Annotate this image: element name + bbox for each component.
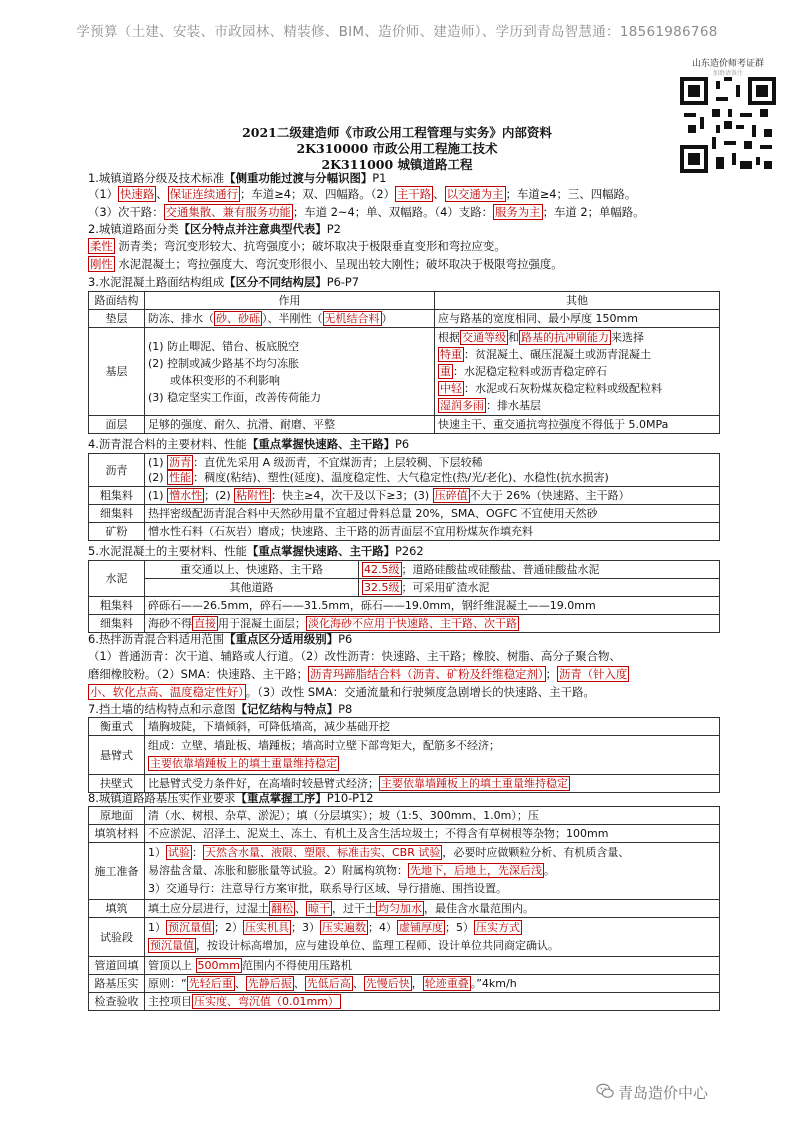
table-row xyxy=(89,807,720,825)
section-1-line-2: （3）次干路： 交通集散、兼有服务功能 ；车道 2~4；单、双幅路。（4）支路： 服务为主 ；车道 2；单幅路。 xyxy=(88,205,645,219)
table-header: 作用 xyxy=(145,292,435,310)
row-label: 检查验收 xyxy=(89,993,145,1011)
row-label: 细集料 xyxy=(89,505,145,523)
section-3-table xyxy=(88,291,720,434)
doc-subtitle-1: 2K310000 市政公用工程施工技术 xyxy=(296,141,498,156)
row-label: 衡重式 xyxy=(89,718,145,736)
section-2-line-2: 刚性 水泥混凝土；弯拉强度大、弯沉变形很小、呈现出较大刚性；破坏取决于极限弯拉强度。 xyxy=(90,257,563,271)
table-cell: (1) 防止唧泥、错台、板底脱空 (2) 控制或减少路基不均匀冻胀 或体积变形的不利影响 (3) 稳定坚实工作面，改善传荷能力 xyxy=(145,328,435,416)
table-row xyxy=(89,975,720,993)
row-label: 悬臂式 xyxy=(89,736,145,775)
table-cell: 32.5级 ；可采用矿渣水泥 xyxy=(359,579,720,597)
section-8-heading: 8.城镇道路路基压实作业要求【重点掌握工序】P10-P12 xyxy=(88,791,374,805)
table-row xyxy=(89,416,720,434)
table-cell: 快速主干、重交通抗弯拉强度不得低于 5.0MPa xyxy=(435,416,720,434)
row-label: 面层 xyxy=(89,416,145,434)
section-1-line-1: （1） 快速路 、 保证连续通行 ；车道≥4；双、四幅路。（2） 主干路 、 以交通为主 ；车道≥4；三、四幅路。 xyxy=(88,187,637,201)
table-cell: 不应淤泥、沼泽土、泥炭土、冻土、有机土及含生活垃圾土；不得含有草树根等杂物；100mm xyxy=(145,825,720,843)
doc-title: 2021二级建造师《市政公用工程管理与实务》内部资料 xyxy=(242,125,552,140)
section-4-heading: 4.沥青混合料的主要材料、性能【重点掌握快速路、主干路】P6 xyxy=(88,437,410,451)
table-cell: 应与路基的宽度相同、最小厚度 150mm xyxy=(435,310,720,328)
table-cell: 清（水、树根、杂草、淤泥）；填（分层填实）；坡（1:5、300mm、1.0m）；压 xyxy=(145,807,720,825)
table-row xyxy=(89,843,720,900)
table-row xyxy=(89,900,720,918)
section-7-table xyxy=(88,717,720,793)
table-cell: 其他道路 xyxy=(145,579,359,597)
table-row xyxy=(89,736,720,775)
row-label: 填筑 xyxy=(89,900,145,918)
table-row xyxy=(89,505,720,523)
table-cell: 组成：立壁、墙趾板、墙踵板；墙高时立壁下部弯矩大，配筋多不经济； 主要依靠墙踵板上的填土重量维持稳定 xyxy=(145,736,720,775)
row-label: 粗集料 xyxy=(89,487,145,505)
row-label: 细集料 xyxy=(89,615,145,633)
section-7-heading: 7.挡土墙的结构特点和示意图【记忆结构与特点】P8 xyxy=(88,702,353,716)
section-4-table xyxy=(88,453,720,541)
table-row xyxy=(89,918,720,957)
table-cell: 42.5级 ；道路硅酸盐或硅酸盐、普通硅酸盐水泥 xyxy=(359,561,720,579)
table-row xyxy=(89,310,720,328)
table-cell: 墙胸坡陡，下墙倾斜，可降低墙高，减少基础开挖 xyxy=(145,718,720,736)
table-header: 其他 xyxy=(435,292,720,310)
row-label: 路基压实 xyxy=(89,975,145,993)
table-row xyxy=(89,615,720,633)
row-label: 填筑材料 xyxy=(89,825,145,843)
page-header: 学预算（土建、安装、市政园林、精装修、BIM、造价师、建造师）、学历到青岛智慧通：18561986768 xyxy=(76,24,718,40)
table-cell: 填土应分层进行，过湿土 翻松 、 晾干 ，过干土 均匀加水 ，最佳含水量范围内。 xyxy=(145,900,720,918)
table-row xyxy=(89,454,720,487)
section-8-table xyxy=(88,806,720,1011)
table-header-row xyxy=(89,292,720,310)
row-label: 垫层 xyxy=(89,310,145,328)
table-cell: 比悬臂式受力条件好，在高墙时较悬臂式经济； 主要依靠墙踵板上的填土重量维持稳定 xyxy=(145,775,720,793)
table-cell: (1) 憎水性 ；(2) 粘附性 ：快主≥4，次干及以下≥3；(3) 压碎值 不大于 26%（快速路、主干路） xyxy=(145,487,720,505)
table-row xyxy=(89,957,720,975)
table-cell: 1） 预沉量值 ；2） 压实机具 ；3） 压实遍数 ；4） 虚铺厚度 ；5） 压实方式 预沉量值 ，按设计标高增加，应与建设单位、监理工程师、设计单位共同商定确认。 xyxy=(145,918,720,957)
table-row xyxy=(89,487,720,505)
qr-subcaption: 加群请备注 xyxy=(712,70,743,77)
row-label: 试验段 xyxy=(89,918,145,957)
table-row xyxy=(89,993,720,1011)
table-header: 路面结构 xyxy=(89,292,145,310)
table-row xyxy=(89,597,720,615)
section-6-line-2: 磨细橡胶粉。（2）SMA：快速路、主干路； 沥青玛蹄脂结合料（沥青、矿粉及纤维稳定剂） ； 沥青（针入度 xyxy=(88,667,628,681)
table-row xyxy=(89,523,720,541)
table-row xyxy=(89,579,720,597)
table-cell: 足够的强度、耐久、抗滑、耐磨、平整 xyxy=(145,416,435,434)
table-row xyxy=(89,718,720,736)
table-cell: 憎水性石料（石灰岩）磨成；快速路、主干路的沥青面层不宜用粉煤灰作填充料 xyxy=(145,523,720,541)
table-cell: 海砂不得 直接 用于混凝土面层； 淡化海砂不应用于快速路、主干路、次干路 xyxy=(145,615,720,633)
row-label: 矿粉 xyxy=(89,523,145,541)
watermark: 青岛造价中心 xyxy=(618,1084,709,1102)
row-label: 施工准备 xyxy=(89,843,145,900)
table-row xyxy=(89,561,720,579)
table-cell: 管顶以上 500mm 范围内不得使用压路机 xyxy=(145,957,720,975)
table-cell: 主控项目 压实度、弯沉值（0.01mm） xyxy=(145,993,720,1011)
row-label: 管道回填 xyxy=(89,957,145,975)
table-row xyxy=(89,328,720,416)
row-label: 基层 xyxy=(89,328,145,416)
table-cell: 防冻、排水（ 砂、砂砾 ）、半刚性（ 无机结合料 ） xyxy=(145,310,435,328)
section-1-heading: 1.城镇道路分级及技术标准【侧重功能过渡与分幅识图】P1 xyxy=(88,171,387,185)
section-5-table xyxy=(88,560,720,633)
row-label: 原地面 xyxy=(89,807,145,825)
row-label: 沥青 xyxy=(89,454,145,487)
table-cell: 重交通以上、快速路、主干路 xyxy=(145,561,359,579)
section-2-line-1: 柔性 沥青类；弯沉变形较大、抗弯强度小；破坏取决于极限垂直变形和弯拉应变。 xyxy=(90,239,506,253)
section-2-heading: 2.城镇道路面分类【区分特点并注意典型代表】P2 xyxy=(88,222,341,236)
table-row xyxy=(89,825,720,843)
table-cell: 热拌密级配沥青混合料中天然砂用量不宜超过骨料总量 20%，SMA、OGFC 不宜使用天然砂 xyxy=(145,505,720,523)
row-label: 扶壁式 xyxy=(89,775,145,793)
doc-subtitle-2: 2K311000 城镇道路工程 xyxy=(321,157,473,172)
section-5-heading: 5.水泥混凝土的主要材料、性能【重点掌握快速路、主干路】P262 xyxy=(88,544,424,558)
table-cell: 原则：“ 先轻后重 、 先静后振 、 先低后高 、 先慢后快 ， 轮迹重叠 。”4km/h xyxy=(145,975,720,993)
row-label: 水泥 xyxy=(89,561,145,597)
table-cell: 根据 交通等级 和 路基的抗冲刷能力 来选择 特重 ：贫混凝土、碾压混凝土或沥青混凝土 重 ：水泥稳定粒料或沥青稳定碎石 中轻 ：水泥或石灰粉煤灰稳定粒料或级配粒料 湿润多雨 ：排水基层 xyxy=(435,328,720,416)
section-6-line-3: 小、软化点高、温度稳定性好） 。（3）改性 SMA：交通流量和行驶频度急剧增长的快速路、主干路。 xyxy=(90,685,595,699)
table-cell: 碎砾石——26.5mm，碎石——31.5mm，砾石——19.0mm，钢纤维混凝土——19.0mm xyxy=(145,597,720,615)
section-6-heading: 6.热拌沥青混合料适用范围【重点区分适用级别】P6 xyxy=(88,632,353,646)
row-label: 粗集料 xyxy=(89,597,145,615)
qr-caption: 山东造价师考证群 xyxy=(691,59,764,69)
table-cell: (1) 沥青 ：直优先采用 A 级沥青，不宜煤沥青；上层较稠、下层较稀 (2) 性能 ：稠度(粘结)、塑性(延度)、温度稳定性、大气稳定性(热/光/老化)、水稳性(抗水损害) xyxy=(145,454,720,487)
section-3-heading: 3.水泥混凝土路面结构组成【区分不同结构层】P6-P7 xyxy=(88,275,360,289)
wechat-icon xyxy=(596,1082,614,1100)
section-6-line-1: （1）普通沥青：次干道、辅路或人行道。（2）改性沥青：快速路、主干路；橡胶、树脂、高分子聚合物、 xyxy=(88,649,621,663)
table-cell: 1） 试验 ： 天然含水量、液限、塑限、标准击实、CBR 试验 ，必要时应做颗粒分析、有机质含量、 易溶盐含量、冻胀和膨胀量等试验。2）附属构筑物： 先地下，后地上，先深后浅 。 3）交通导行：注意导行方案审批，联系导行区域、导行措施、围挡设置。 xyxy=(145,843,720,900)
